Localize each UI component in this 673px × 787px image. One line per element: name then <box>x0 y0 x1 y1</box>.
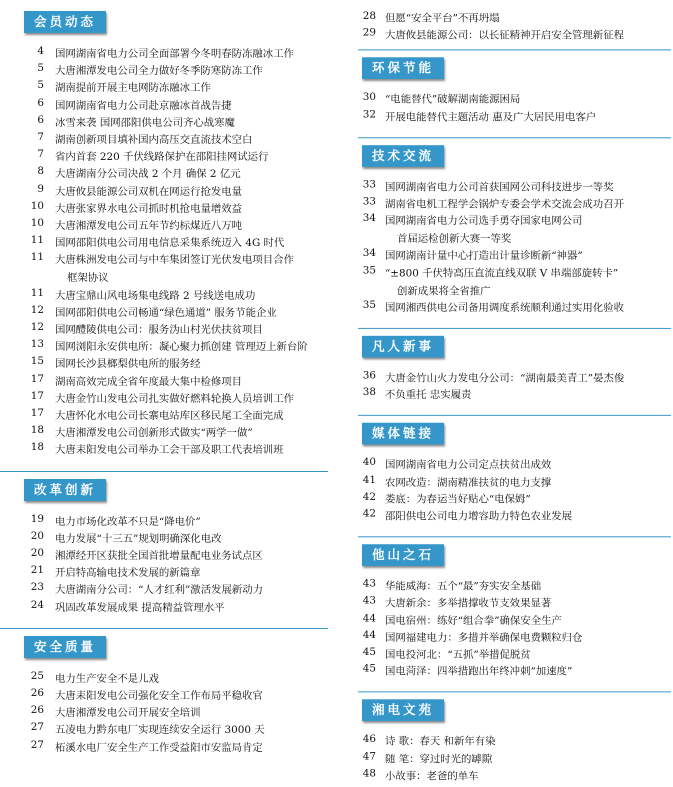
toc-entry[interactable] <box>0 670 330 687</box>
entry-title: 湖南创新项目填补国内高压交直流技术空白 <box>55 134 253 146</box>
page-number: 4 <box>37 45 44 57</box>
toc-entry[interactable] <box>0 564 330 581</box>
page-number: 44 <box>362 628 376 641</box>
entry-title: 随 笔：穿过时光的罅隙 <box>385 753 493 766</box>
entry-title: 大唐张家界水电公司抓时机抢电量增效益 <box>55 202 243 215</box>
entry-title: 国网湖南省电力公司全面部署今冬明春防冻融冰工作 <box>55 48 294 60</box>
page-number: 29 <box>362 26 376 39</box>
page-number: 35 <box>362 264 376 277</box>
toc-entry[interactable] <box>358 10 673 27</box>
toc-entry[interactable] <box>0 424 330 441</box>
entry-title: 大唐湘潭发电公司五年节约标煤近八万吨 <box>55 220 243 232</box>
toc-entry[interactable] <box>0 165 330 182</box>
toc-entry[interactable] <box>0 183 330 200</box>
toc-entry[interactable] <box>358 196 673 213</box>
page-number: 6 <box>37 96 44 109</box>
section-header: 凡人新事 <box>362 336 444 358</box>
entry-title: 国网邵阳供电公司用电信息采集系统迈入 4G 时代 <box>55 237 285 250</box>
entry-title: 电力生产安全不是儿戏 <box>55 672 159 685</box>
entry-title: 大唐怀化水电公司长寨电站库区移民尾工全面完成 <box>55 410 284 422</box>
page-number: 17 <box>30 389 44 402</box>
entry-title: 大唐新余：多举措撑收节支效果显著 <box>385 597 552 610</box>
toc-entry[interactable] <box>0 581 330 598</box>
page-number: 11 <box>30 251 44 264</box>
entry-title: 不负重托 忠实履责 <box>385 389 472 402</box>
page-number: 44 <box>362 611 376 624</box>
entry-title: “电能替代”破解湖南能源困局 <box>385 94 521 107</box>
page-number: 18 <box>30 441 44 454</box>
entry-title: 大唐金竹山火力发电分公司：“湖南最美青工”晏杰俊 <box>385 372 625 385</box>
toc-entry[interactable] <box>0 530 330 547</box>
toc-entry[interactable] <box>0 79 330 96</box>
toc-entry[interactable] <box>0 373 330 390</box>
page-number: 8 <box>37 165 44 178</box>
toc-entry[interactable] <box>358 508 673 525</box>
page-number: 38 <box>362 386 376 399</box>
entry-title: 国电投河北：“五抓”举措促脱贫 <box>385 648 531 661</box>
entry-title: 农网改造：湖南精准扶贫的电力支撑 <box>385 476 552 489</box>
toc-entry[interactable] <box>0 62 330 79</box>
section-divider <box>358 328 671 329</box>
toc-entry[interactable] <box>358 91 673 108</box>
entry-title: 湘潭经开区获批全国首批增量配电业务试点区 <box>55 550 263 562</box>
toc-entry[interactable] <box>0 338 330 355</box>
entry-title: 大唐湖南分公司决战 2 个月 确保 2 亿元 <box>55 168 241 181</box>
toc-entry[interactable] <box>0 687 330 704</box>
entry-title: 国电菏泽：四举措跑出年终冲刺“加速度” <box>385 665 573 678</box>
entry-title: 国网邵阳供电公司畅通“绿色通道” 服务节能企业 <box>55 306 277 319</box>
entry-title: 国电宿州：练好“组合拳”确保安全生产 <box>385 614 562 627</box>
entry-title: 国网湖南省电力公司选手勇夺国家电网公司 <box>385 215 583 228</box>
page-number: 42 <box>362 490 376 503</box>
entry-title: 国网长沙县榔梨供电所的服务经 <box>55 358 201 371</box>
page-number: 20 <box>30 547 44 559</box>
page-number: 48 <box>362 767 376 780</box>
entry-title: 华能威海：五个“最”夯实安全基础 <box>385 580 542 593</box>
toc-entry[interactable] <box>0 407 330 424</box>
toc-entry[interactable] <box>358 578 673 595</box>
page-number: 35 <box>362 299 376 311</box>
section-header: 安全质量 <box>24 636 106 658</box>
entry-title: 冰雪来袭 国网邵阳供电公司齐心战寒魔 <box>55 116 235 129</box>
entry-title: 国网福建电力：多措并举确保电费颗粒归仓 <box>385 631 583 644</box>
entry-title: 但愿“安全平台”不再坍塌 <box>385 12 500 25</box>
toc-entry[interactable] <box>0 547 330 564</box>
page-number: 18 <box>30 424 44 437</box>
entry-title: 柘溪水电厂安全生产工作受益阳市安监局肯定 <box>55 741 263 754</box>
page-number: 7 <box>37 148 44 161</box>
page-number: 43 <box>362 577 376 590</box>
toc-entry[interactable] <box>0 234 330 251</box>
page-number: 41 <box>362 473 376 486</box>
section-header: 他山之石 <box>362 544 444 566</box>
toc-entry[interactable] <box>0 513 330 530</box>
entry-title: 国网湖南省电力公司首获国网公司科技进步一等奖 <box>385 181 614 194</box>
toc-entry[interactable] <box>0 721 330 738</box>
page-number: 9 <box>37 182 44 195</box>
entry-title: 大唐湖南分公司：“人才红利”激活发展新动力 <box>55 584 264 597</box>
page-number: 23 <box>30 581 44 594</box>
section-header: 会员动态 <box>24 11 106 33</box>
section-divider <box>358 137 671 138</box>
toc-entry[interactable] <box>358 27 673 44</box>
toc-entry[interactable] <box>358 474 673 491</box>
page-number: 17 <box>30 372 44 385</box>
section-divider <box>0 471 328 472</box>
page-number: 24 <box>30 598 44 611</box>
toc-entry[interactable] <box>358 612 673 629</box>
section-header: 湘电文苑 <box>362 700 444 722</box>
entry-title: 娄底：为春运当好贴心“电保姆” <box>385 493 531 506</box>
page-number: 36 <box>362 369 376 382</box>
page-number: 17 <box>30 407 44 419</box>
toc-entry[interactable] <box>358 646 673 663</box>
page-number: 34 <box>362 212 376 225</box>
entry-title: 邵阳供电公司电力增容助力特色农业发展 <box>385 510 573 523</box>
page-number: 11 <box>30 286 44 299</box>
page-number: 34 <box>362 247 376 260</box>
entry-title: 大唐宝鼎山风电场集电线路 2 号线送电成功 <box>55 289 256 302</box>
page-number: 12 <box>30 321 44 333</box>
page-number: 30 <box>362 91 376 104</box>
page-number: 12 <box>30 303 44 316</box>
page-number: 45 <box>362 645 376 658</box>
entry-title: 开展电能替代主题活动 惠及广大居民用电客户 <box>385 111 597 124</box>
toc-entry[interactable] <box>0 217 330 234</box>
entry-title: 湖南提前开展主电网防冻融冰工作 <box>55 82 211 95</box>
entry-title: 大唐湘潭发电公司开展安全培训 <box>55 707 201 720</box>
section-divider <box>358 50 671 51</box>
toc-entry[interactable] <box>0 739 330 756</box>
entry-title: 国网醴陵供电公司：服务沩山村光伏扶贫项目 <box>55 324 263 336</box>
toc-entry[interactable] <box>0 287 330 304</box>
toc-entry[interactable] <box>358 457 673 474</box>
page-number: 27 <box>30 738 44 751</box>
page-number: 10 <box>30 199 44 212</box>
toc-entry[interactable] <box>358 247 673 264</box>
entry-title: 诗 歌：春天 和新年有染 <box>385 736 496 749</box>
entry-title: “±800 千伏特高压直流直线双联 V 串端部旋转卡” <box>385 267 619 280</box>
page-number: 20 <box>30 529 44 542</box>
toc-entry[interactable] <box>0 390 330 407</box>
entry-title-continuation: 框架协议 <box>67 272 109 285</box>
page-number: 5 <box>37 79 44 92</box>
toc-entry[interactable] <box>358 767 673 784</box>
page-number: 33 <box>362 195 376 208</box>
toc-entry[interactable] <box>358 299 673 316</box>
section-divider <box>358 415 671 416</box>
toc-entry[interactable] <box>358 213 673 248</box>
page-number: 7 <box>37 131 44 143</box>
toc-entry[interactable] <box>358 663 673 680</box>
entry-title: 开启特高输电技术发展的新篇章 <box>55 567 201 580</box>
entry-title: 国网湖南计量中心打造出计量诊断新“神器” <box>385 250 583 263</box>
entry-title: 电力市场化改革不只是“降电价” <box>55 515 201 528</box>
page-number: 45 <box>362 662 376 675</box>
entry-title: 大唐湘潭发电公司创新形式做实“两学一做” <box>55 427 253 440</box>
entry-title: 电力发展“十三五”规划明确深化电改 <box>55 532 222 545</box>
page-number: 11 <box>30 234 44 247</box>
entry-title: 大唐耒阳发电公司强化安全工作布局平稳收官 <box>55 690 263 702</box>
section-header: 媒体链接 <box>362 423 444 445</box>
entry-title: 大唐耒阳发电公司举办工会干部及职工代表培训班 <box>55 444 284 457</box>
entry-title: 湖南高效完成全省年度最大集中检修项目 <box>55 375 243 388</box>
page-number: 6 <box>37 113 44 126</box>
page-number: 28 <box>362 9 376 22</box>
toc-entry[interactable] <box>0 114 330 131</box>
toc-entry[interactable] <box>358 733 673 750</box>
entry-title: 五凌电力黔东电厂实现连续安全运行 3000 天 <box>55 724 265 737</box>
entry-title: 大唐金竹山发电公司扎实做好燃料轮换人员培训工作 <box>55 392 294 405</box>
page-number: 21 <box>30 564 44 577</box>
toc-entry[interactable] <box>358 369 673 386</box>
page-number: 27 <box>30 721 44 734</box>
entry-title-continuation: 创新成果将全省推广 <box>397 285 491 297</box>
entry-title: 巩固改革发展成果 提高精益管理水平 <box>55 601 225 614</box>
page-number: 42 <box>362 507 376 520</box>
entry-title: 大唐攸县能源公司：以长征精神开启安全管理新征程 <box>385 29 624 42</box>
section-header: 技术交流 <box>362 145 444 167</box>
page-number: 43 <box>362 594 376 607</box>
page-number: 32 <box>362 108 376 121</box>
entry-title: 小故事：老爸的单车 <box>385 770 479 783</box>
page-number: 5 <box>37 62 44 75</box>
entry-title: 国网湖南省电力公司赴京融冰首战告捷 <box>55 99 232 112</box>
page-number: 13 <box>30 338 44 351</box>
toc-entry[interactable] <box>358 264 673 299</box>
entry-title: 国网浏阳永安供电所：凝心聚力抓创建 管理迈上新台阶 <box>55 341 308 354</box>
page-number: 26 <box>30 704 44 717</box>
toc-entry[interactable] <box>358 179 673 196</box>
section-divider <box>0 628 328 629</box>
toc-entry[interactable] <box>0 441 330 458</box>
entry-title: 国网湘西供电公司备用调度系统顺利通过实用化验收 <box>385 302 624 314</box>
toc-entry[interactable] <box>358 491 673 508</box>
toc-entry[interactable] <box>0 599 330 616</box>
page-number: 19 <box>30 512 44 525</box>
page-number: 15 <box>30 355 44 368</box>
section-divider <box>358 537 671 538</box>
toc-entry[interactable] <box>0 148 330 165</box>
toc-entry[interactable] <box>358 108 673 125</box>
page-number: 46 <box>362 733 376 746</box>
toc-entry[interactable] <box>358 750 673 767</box>
toc-entry[interactable] <box>0 355 330 372</box>
page-number: 40 <box>362 456 376 469</box>
toc-entry[interactable] <box>0 321 330 338</box>
toc-entry[interactable] <box>0 304 330 321</box>
entry-title: 省内首套 220 千伏线路保护在邵阳挂网试运行 <box>55 151 269 164</box>
toc-entry[interactable] <box>358 629 673 646</box>
page-number: 47 <box>362 750 376 763</box>
entry-title: 大唐株洲发电公司与中车集团签订光伏发电项目合作 <box>55 254 294 267</box>
entry-title: 湖南省电机工程学会锅炉专委会学术交流会成功召开 <box>385 198 624 211</box>
toc-entry[interactable] <box>0 45 330 62</box>
entry-title: 大唐湘潭发电公司全力做好冬季防寒防冻工作 <box>55 65 263 78</box>
page-number: 33 <box>362 178 376 191</box>
page-number: 25 <box>30 669 44 682</box>
toc-entry[interactable] <box>358 595 673 612</box>
page-number: 26 <box>30 687 44 699</box>
toc-entry[interactable] <box>0 251 330 286</box>
toc-entry[interactable] <box>358 386 673 403</box>
section-header: 改革创新 <box>24 479 106 501</box>
section-header: 环保节能 <box>362 58 444 80</box>
section-divider <box>358 692 671 693</box>
entry-title-continuation: 首届运检创新大赛一等奖 <box>397 233 512 246</box>
page-number: 10 <box>30 217 44 229</box>
entry-title: 大唐攸县能源公司双机在网运行抢发电量 <box>55 185 243 198</box>
toc-entry[interactable] <box>0 200 330 217</box>
entry-title: 国网湖南省电力公司定点扶贫出成效 <box>385 459 552 472</box>
toc-entry[interactable] <box>0 131 330 148</box>
toc-entry[interactable] <box>0 704 330 721</box>
toc-entry[interactable] <box>0 97 330 114</box>
